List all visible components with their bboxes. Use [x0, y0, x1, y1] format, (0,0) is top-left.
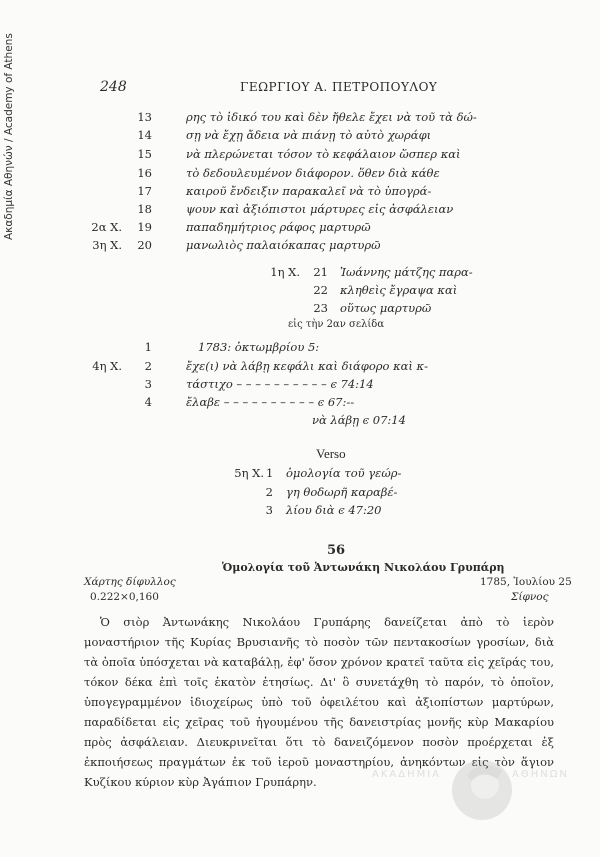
line-number: 13	[137, 110, 152, 124]
line-number: 4	[144, 395, 152, 409]
watermark-text-left: ΑΚΑΔΗΜΙΑ	[372, 769, 442, 780]
transcription-line: ὁμολογία τοῦ γεώρ-	[286, 466, 402, 480]
document-date: 1785, Ἰουλίου 25	[480, 576, 572, 588]
line-number: 2	[144, 359, 152, 373]
athena-head-icon	[447, 755, 517, 825]
line-number: 2	[265, 485, 273, 499]
line-number: 22	[313, 283, 328, 297]
line-number: 20	[137, 238, 152, 252]
document-place: Σίφνος	[511, 591, 549, 603]
transcription-line: λίου διὰ ͼ 47:20	[286, 503, 382, 517]
line-number: 19	[137, 220, 152, 234]
transcription-line: μανωλιὸς παλαιόκαπας μαρτυρῶ	[186, 238, 381, 252]
watermark-text-right: ΑΘΗΝΩΝ	[512, 769, 569, 780]
transcription-line: κληθεὶς ἔγραψα καὶ	[340, 283, 458, 297]
academy-watermark	[372, 755, 572, 825]
transcription-line: σῃ νὰ ἔχῃ ἄδεια νὰ πιάνῃ τὸ αὐτὸ χωράφι	[186, 128, 432, 142]
transcription-line: τάστιχο – – – – – – – – – – ͼ 74:14	[186, 377, 374, 391]
transcription-line: νὰ λάβῃ ͼ 07:14	[312, 413, 406, 427]
summary-paragraph: Ὁ σιὸρ Ἀντωνάκης Νικολάου Γρυπάρης δανείζεται ἀπὸ τὸ ἱερὸν μοναστήριον τῆς Κυρίας Βρυσιανῆς τὸ ποσὸν τῶν πεντακοσίων γροσίων, διὰ τὰ ὁποῖα ὑπόσχεται νὰ καταβάλῃ, ἐφ' ὅσον χρόνον κρατεῖ ταῦτα εἰς χεῖράς του, τόκον δέκα ἐπὶ τοῖς ἑκατὸν ἐτησίως. Δι' ὃ συνετάχθη τὸ παρόν, τὸ ὁποῖον, ὑπογεγραμμένον ἰδιοχείρως ὑπὸ τοῦ ὀφειλέτου καὶ ἀξιοπίστων μαρτύρων, παραδίδεται εἰς χεῖρας τοῦ ἡγουμένου τῆς δανειστρίας μονῆς κὺρ Μακαρίου πρὸς ἀσφάλειαν. Διευκρινεῖται ὅτι τὸ δανειζόμενον ποσὸν προέρχεται ἐξ ἐκποιήσεως πραγμάτων ἐκ τοῦ ἱεροῦ μοναστηρίου, ἀνηκόντων εἰς τὸν ἅγιον Κυζίκου κύριον κὺρ Ἀγάπιον Γρυπάρην.	[84, 615, 554, 789]
transcription-line: ψουν καὶ ἀξιόπιστοι μάρτυρες εἰς ἀσφάλειαν	[186, 202, 454, 216]
line-number: 14	[137, 128, 152, 142]
transcription-line: ἔχε(ι) νὰ λάβῃ κεφάλι καὶ διάφορο καὶ κ-	[186, 359, 428, 373]
line-number: 21	[313, 265, 328, 279]
line-number: 3	[144, 377, 152, 391]
transcription-line: οὕτως μαρτυρῶ	[340, 301, 432, 315]
transcription-line: παπαδημήτριος ράφος μαρτυρῶ	[186, 220, 371, 234]
transcription-line: τὸ δεδουλευμένον διάφορον. ὅθεν διὰ κάθε	[186, 166, 440, 180]
archive-sidebar-label: Ακαδημία Αθηνών / Academy of Athens	[3, 33, 15, 240]
line-number: 1	[144, 340, 152, 354]
document-number: 56	[327, 543, 346, 558]
transcription-line: καιροῦ ἔνδειξιν παρακαλεῖ νὰ τὸ ὑπογρά-	[186, 184, 432, 198]
hand-marker: 1η Χ.	[270, 265, 300, 279]
line-number: 15	[137, 147, 152, 161]
line-number: 18	[137, 202, 152, 216]
line-number: 1	[266, 466, 274, 480]
page-two-note: εἰς τὴν 2αν σελίδα	[288, 319, 385, 330]
transcription-line: γη θοδωρῆ καραβέ-	[286, 485, 398, 499]
transcription-line: ἔλαβε – – – – – – – – – – ͼ 67:--	[186, 395, 355, 409]
page-number: 248	[100, 79, 127, 95]
verso-heading: Verso	[316, 446, 346, 461]
transcription-line: 1783: ὀκτωμβρίου 5:	[198, 340, 320, 354]
document-title: Ὁμολογία τοῦ Ἀντωνάκη Νικολάου Γρυπάρη	[222, 561, 505, 574]
line-number: 23	[313, 301, 328, 315]
line-number: 3	[265, 503, 273, 517]
transcription-line: νὰ πλερώνεται τόσον τὸ κεφάλαιον ὥσπερ καὶ	[186, 147, 461, 161]
line-number: 16	[137, 166, 152, 180]
transcription-line: Ἰωάννης μάτζης παρα-	[340, 265, 473, 279]
transcription-line: ρης τὸ ἰδικό του καὶ δὲν ἤθελε ἔχει νὰ τοῦ τὰ δώ-	[186, 110, 477, 124]
hand-marker: 3η Χ.	[92, 238, 122, 252]
line-number: 17	[137, 184, 152, 198]
paper-dimensions: 0.222×0,160	[90, 591, 159, 603]
hand-marker: 4η Χ.	[92, 359, 122, 373]
hand-marker: 2α Χ.	[91, 220, 122, 234]
hand-marker: 5η Χ.	[234, 466, 264, 480]
paper-type: Χάρτης δίφυλλος	[84, 576, 176, 588]
running-head: ΓΕΩΡΓΙΟΥ Α. ΠΕΤΡΟΠΟΥΛΟΥ	[240, 80, 438, 94]
